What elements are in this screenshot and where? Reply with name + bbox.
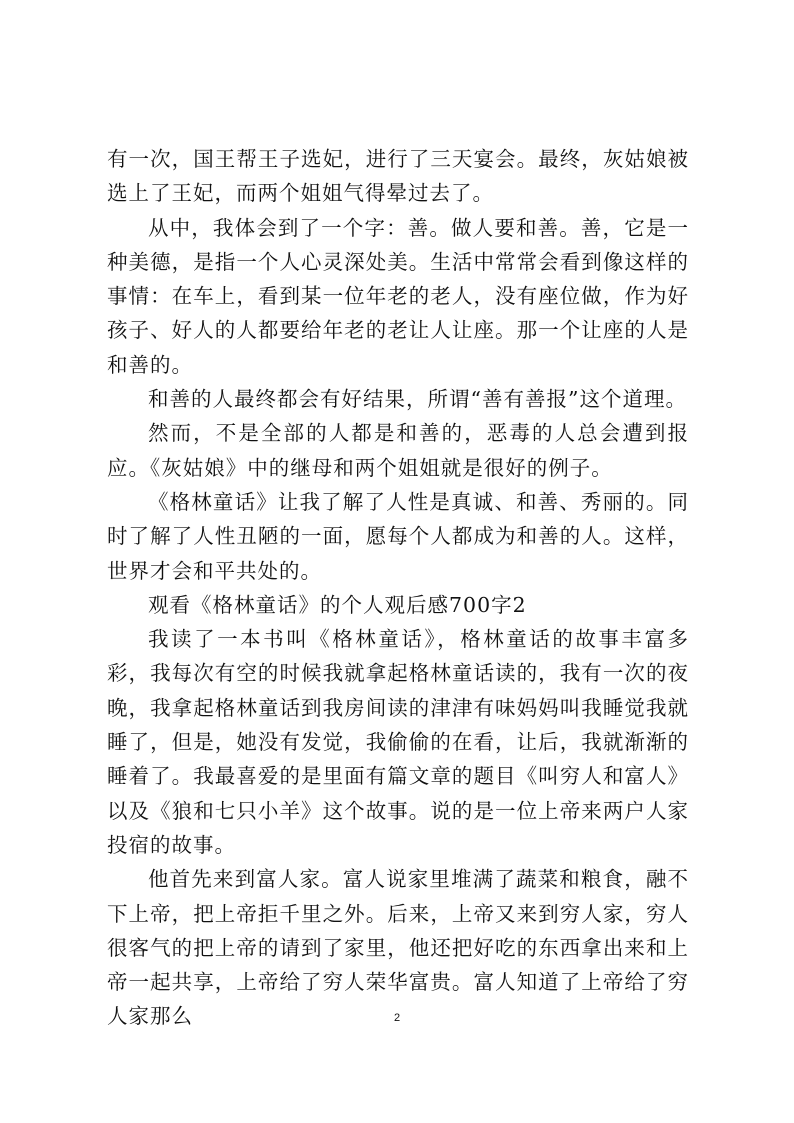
page-number: 2 [393,1012,401,1024]
section-heading: 观看《格林童话》的个人观后感700字2 [148,592,527,617]
paragraph: 和善的人最终都会有好结果，所谓“善有善报”这个道理。 [148,387,687,412]
paragraph: 他首先来到富人家。富人说家里堆满了蔬菜和粮食，融不下上帝，把上帝拒千里之外。后来，上帝又来到穷人家，穷人很客气的把上帝的请到了家里，他还把好吃的东西拿出来和上帝一起共享，上帝给了穷人荣华富贵。富人知道了上帝给了穷人家那么 [107,867,689,1029]
paragraph: 然而，不是全部的人都是和善的，恶毒的人总会遭到报应。《灰姑娘》中的继母和两个姐姐就是很好的例子。 [107,421,689,480]
body-text [107,142,689,1034]
paragraph: 我读了一本书叫《格林童话》，格林童话的故事丰富多彩，我每次有空的时候我就拿起格林童话读的，我有一次的夜晚，我拿起格林童话到我房间读的津津有味妈妈叫我睡觉我就睡了，但是，她没有发觉，我偷偷的在看，让后，我就渐渐的睡着了。我最喜爱的是里面有篇文章的题目《叫穷人和富人》以及《狼和七只小羊》这个故事。说的是一位上帝来两户人家投宿的故事。 [107,627,689,857]
paragraph: 从中，我体会到了一个字：善。做人要和善。善，它是一种美德，是指一个人心灵深处美。生活中常常会看到像这样的事情：在车上，看到某一位年老的老人，没有座位做，作为好孩子、好人的人都要给年老的老让人让座。那一个让座的人是和善的。 [107,215,689,377]
paragraph: 《格林童话》让我了解了人性是真诚、和善、秀丽的。同时了解了人性丑陋的一面，愿每个人都成为和善的人。这样，世界才会和平共处的。 [107,489,689,583]
paragraph: 有一次，国王帮王子选妃，进行了三天宴会。最终，灰姑娘被选上了王妃，而两个姐姐气得晕过去了。 [107,147,689,206]
